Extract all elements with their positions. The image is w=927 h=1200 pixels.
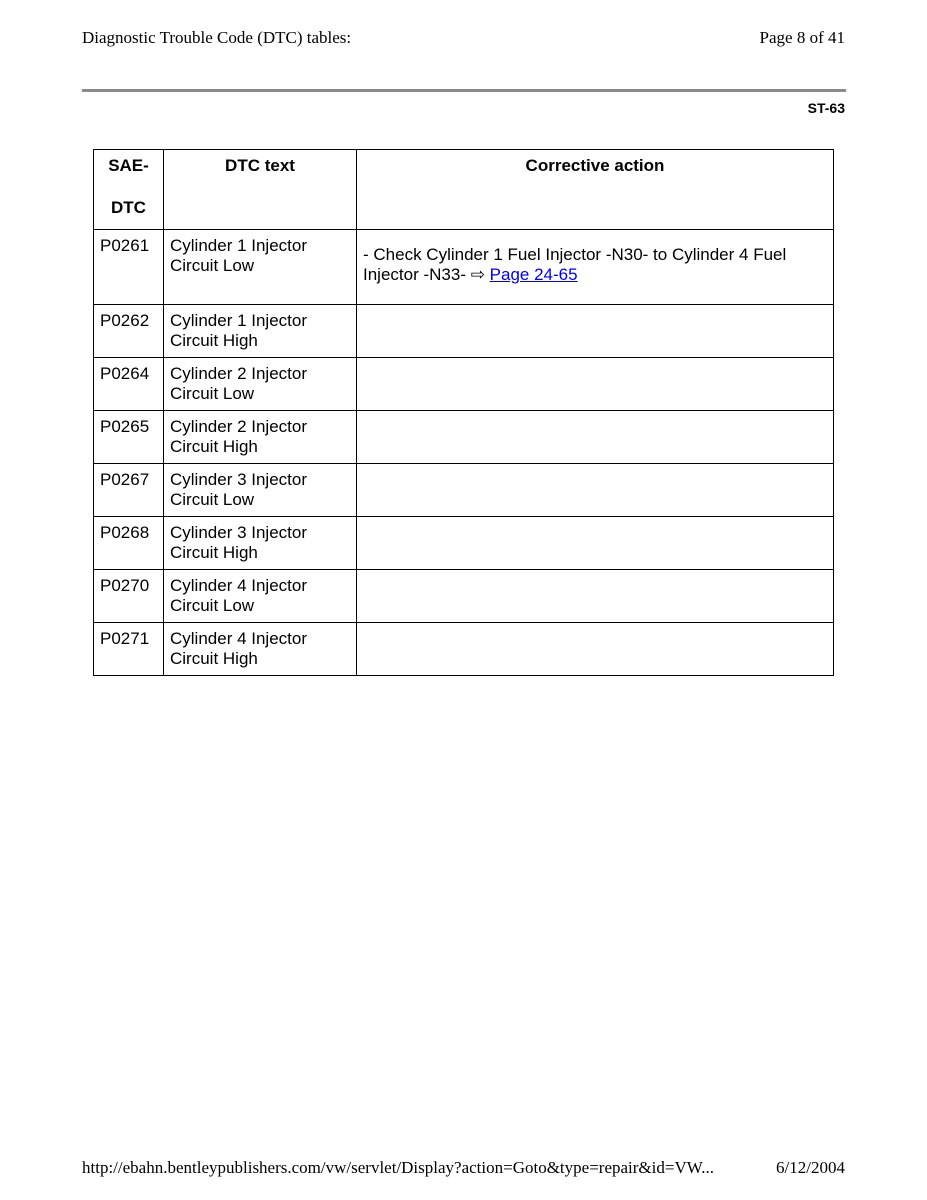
dtc-code: P0261 bbox=[94, 230, 164, 305]
table-row bbox=[94, 358, 834, 411]
dtc-text bbox=[164, 517, 357, 570]
corrective-action bbox=[357, 358, 834, 411]
dtc-text bbox=[164, 570, 357, 623]
dtc-text-line2: Circuit High bbox=[170, 437, 258, 456]
dtc-text-line2: Circuit High bbox=[170, 649, 258, 668]
dtc-text-line1: Cylinder 4 Injector bbox=[170, 629, 308, 648]
dtc-text bbox=[164, 305, 357, 358]
corrective-action bbox=[357, 570, 834, 623]
dtc-code: P0268 bbox=[94, 517, 164, 570]
page-link[interactable]: Page 24-65 bbox=[489, 265, 578, 284]
dtc-text-line2: Circuit High bbox=[170, 543, 258, 562]
corrective-action bbox=[357, 623, 834, 676]
table-row bbox=[94, 411, 834, 464]
dtc-text bbox=[164, 230, 357, 305]
dtc-text-line1: Cylinder 4 Injector bbox=[170, 576, 308, 595]
dtc-code: P0265 bbox=[94, 411, 164, 464]
dtc-code: P0267 bbox=[94, 464, 164, 517]
table-row bbox=[94, 623, 834, 676]
table-row bbox=[94, 570, 834, 623]
table-row bbox=[94, 517, 834, 570]
dtc-text bbox=[164, 358, 357, 411]
footer-date: 6/12/2004 bbox=[776, 1158, 845, 1177]
table-row bbox=[94, 464, 834, 517]
column-header-sae-line1: SAE- bbox=[108, 156, 149, 175]
column-header-corrective-action: Corrective action bbox=[357, 150, 834, 230]
table-row bbox=[94, 230, 834, 305]
dtc-code: P0264 bbox=[94, 358, 164, 411]
dtc-code: P0270 bbox=[94, 570, 164, 623]
dtc-text-line1: Cylinder 1 Injector bbox=[170, 236, 308, 255]
dtc-text-line1: Cylinder 1 Injector bbox=[170, 311, 308, 330]
dtc-text-line2: Circuit Low bbox=[170, 490, 255, 509]
dtc-text-line1: Cylinder 3 Injector bbox=[170, 470, 308, 489]
dtc-text-line2: Circuit Low bbox=[170, 596, 255, 615]
corrective-action bbox=[357, 464, 834, 517]
corrective-action bbox=[357, 517, 834, 570]
dtc-text bbox=[164, 464, 357, 517]
dtc-table bbox=[93, 149, 834, 676]
dtc-code: P0271 bbox=[94, 623, 164, 676]
corrective-action bbox=[357, 305, 834, 358]
dtc-text-line1: Cylinder 3 Injector bbox=[170, 523, 308, 542]
page-number: Page 8 of 41 bbox=[759, 28, 845, 47]
table-row bbox=[94, 305, 834, 358]
dtc-text bbox=[164, 411, 357, 464]
table-header-row bbox=[94, 150, 834, 230]
footer-url: http://ebahn.bentleypublishers.com/vw/servlet/Display?action=Goto&type=repair&id=VW... bbox=[82, 1158, 714, 1177]
dtc-text-line1: Cylinder 2 Injector bbox=[170, 417, 308, 436]
corrective-action-text: - Check Cylinder 1 Fuel Injector -N30- to Cylinder 4 Fuel Injector -N33- ⇨ bbox=[363, 245, 787, 284]
dtc-text-line2: Circuit High bbox=[170, 331, 258, 350]
corrective-action bbox=[357, 411, 834, 464]
header-divider bbox=[82, 89, 846, 92]
column-header-sae-line2: DTC bbox=[111, 198, 146, 217]
column-header-sae-dtc bbox=[94, 150, 164, 230]
section-code: ST-63 bbox=[807, 100, 845, 116]
dtc-text bbox=[164, 623, 357, 676]
corrective-action bbox=[357, 230, 834, 305]
dtc-text-line1: Cylinder 2 Injector bbox=[170, 364, 308, 383]
page-header-title: Diagnostic Trouble Code (DTC) tables: bbox=[82, 28, 352, 47]
dtc-code: P0262 bbox=[94, 305, 164, 358]
dtc-text-line2: Circuit Low bbox=[170, 256, 255, 275]
column-header-dtc-text: DTC text bbox=[164, 150, 357, 230]
dtc-text-line2: Circuit Low bbox=[170, 384, 255, 403]
